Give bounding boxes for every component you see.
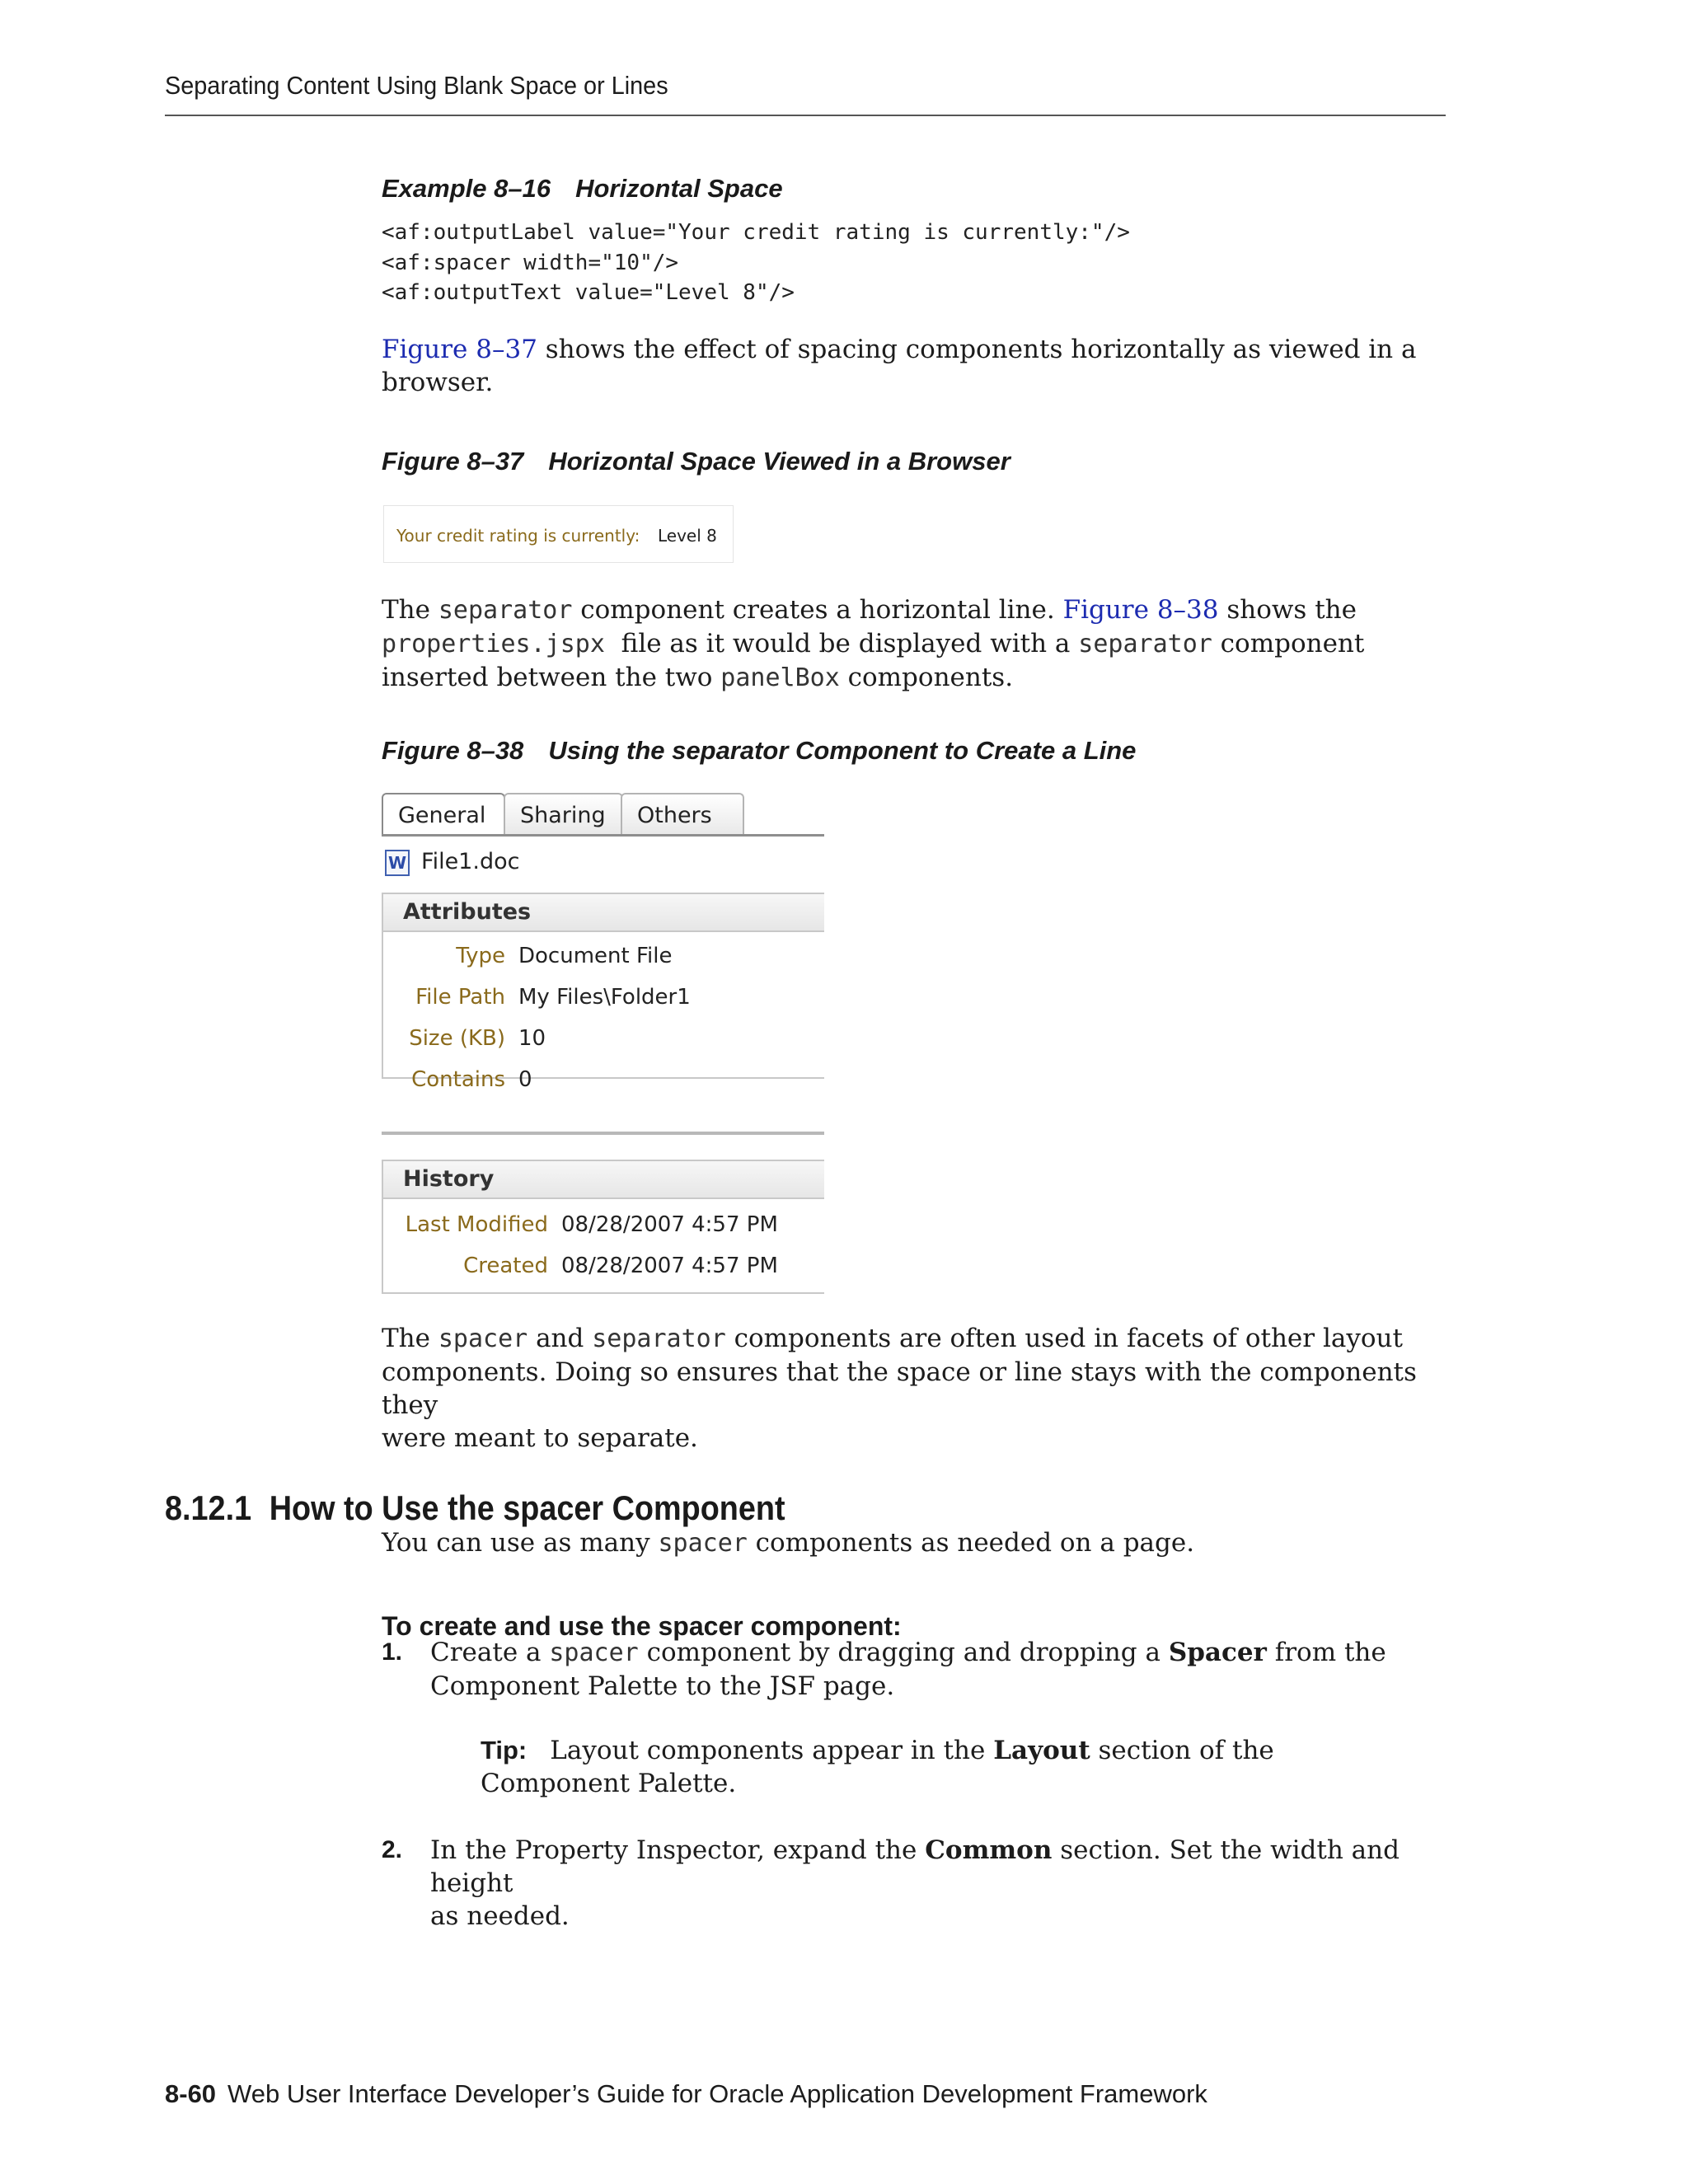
section-title: How to Use the spacer Component [269,1488,785,1527]
paragraph-line: as needed. [430,1901,570,1931]
text: from the [1266,1638,1386,1667]
attribute-value: Document File [518,944,673,968]
word-doc-icon: W [385,850,410,876]
paragraph-2 [382,593,1453,695]
paragraph-line: Component Palette. [481,1769,737,1798]
code-block [382,218,1130,308]
text: Layout components appear in the [550,1736,994,1765]
paragraph-1 [382,333,1445,399]
text: components. [839,663,1014,692]
page-footer [165,2079,1207,2109]
figure-8-38-link[interactable]: Figure 8–38 [1062,595,1219,625]
code-spacer: spacer [549,1638,639,1667]
text: component by dragging and dropping a [638,1638,1169,1667]
figure-8-38-properties-panel [382,791,824,1294]
text: components as needed on a page. [747,1528,1195,1558]
history-label: Created [463,1254,548,1278]
tab-sharing[interactable]: Sharing [504,793,623,834]
paragraph-text: shows the effect of spacing components horizontally as viewed in a browser. [382,335,1417,397]
text: component [1212,629,1365,658]
attributes-panel-box [382,893,824,1092]
file-row [385,849,519,882]
text: and [528,1324,593,1353]
section-number: 8.12.1 [165,1488,252,1527]
running-header: Separating Content Using Blank Space or Lines [165,71,668,100]
history-value: 08/28/2007 4:57 PM [561,1254,778,1278]
bold-spacer: Spacer [1168,1638,1267,1667]
paragraph-3 [382,1322,1470,1455]
text: shows the [1218,595,1357,625]
paragraph-line: Component Palette to the JSF page. [430,1671,895,1701]
step-1-text [430,1636,1461,1703]
code-properties-jspx: properties.jspx [382,630,605,658]
paragraph-line: components. Doing so ensures that the space or line stays with the components they [382,1357,1417,1420]
credit-rating-label: Your credit rating is currently: [396,526,640,546]
code-spacer: spacer [438,1324,528,1353]
procedure-title: To create and use the spacer component: [382,1611,902,1641]
code-spacer: spacer [658,1529,748,1558]
code-separator: separator [1078,630,1212,658]
separator-line [382,1132,824,1135]
text: In the Property Inspector, expand the [430,1835,926,1865]
step-2-text [430,1834,1469,1933]
text: file as it would be displayed with a [604,629,1079,658]
tip-note [481,1734,1470,1800]
tab-others[interactable]: Others [621,793,744,834]
text: inserted between the two [382,663,721,692]
section-intro [382,1526,1453,1560]
attribute-label: Contains [411,1067,505,1092]
attribute-value: 0 [518,1067,532,1092]
attribute-value: 10 [518,1026,546,1051]
figure-title: Using the separator Component to Create a Line [548,736,1137,765]
code-line: <af:spacer width="10"/> [382,250,679,275]
figure-title: Horizontal Space Viewed in a Browser [548,447,1010,476]
tab-bar [382,791,824,837]
attribute-label: Size (KB) [409,1026,505,1051]
history-panel-box [382,1160,824,1294]
file-name: File1.doc [421,849,520,874]
tip-label: Tip: [481,1736,528,1765]
page-number: 8-60 [165,2079,217,2108]
attributes-header: Attributes [383,894,824,932]
attribute-value: My Files\Folder1 [518,985,691,1010]
text: The [382,595,438,625]
figure-8-37-caption [382,447,1010,476]
bold-common: Common [925,1835,1053,1865]
code-line: <af:outputLabel value="Your credit rating is currently:"/> [382,220,1130,245]
tab-general[interactable]: General [382,793,505,834]
tab-baseline [382,834,824,837]
text: The [382,1324,438,1353]
text: section. Set the width and height [430,1835,1400,1898]
paragraph-line: were meant to separate. [382,1423,698,1453]
example-number: Example 8–16 [382,174,551,203]
figure-8-37-browser-view [383,505,734,563]
text: components are often used in facets of other layout [725,1324,1403,1353]
code-separator: separator [438,596,573,625]
text: You can use as many [382,1528,659,1558]
bold-layout: Layout [993,1736,1090,1765]
figure-number: Figure 8–37 [382,447,524,476]
step-1-number: 1. [382,1638,403,1666]
code-separator: separator [592,1324,726,1353]
example-caption [382,174,783,204]
step-2-number: 2. [382,1836,403,1863]
history-header: History [383,1161,824,1199]
text: component creates a horizontal line. [572,595,1063,625]
text: Create a [430,1638,550,1667]
text: section of the [1090,1736,1274,1765]
figure-8-38-caption [382,736,1136,766]
section-heading [165,1488,785,1528]
history-value: 08/28/2007 4:57 PM [561,1212,778,1237]
example-title: Horizontal Space [575,174,783,203]
figure-8-37-link[interactable]: Figure 8–37 [382,335,537,364]
header-rule [165,115,1446,116]
attribute-label: File Path [415,985,505,1010]
book-title: Web User Interface Developer’s Guide for Oracle Application Development Framework [227,2079,1207,2108]
attribute-label: Type [456,944,505,968]
code-line: <af:outputText value="Level 8"/> [382,280,795,305]
figure-number: Figure 8–38 [382,736,524,765]
history-label: Last Modified [405,1212,548,1237]
credit-rating-value: Level 8 [658,526,717,546]
code-panelbox: panelBox [720,663,840,692]
